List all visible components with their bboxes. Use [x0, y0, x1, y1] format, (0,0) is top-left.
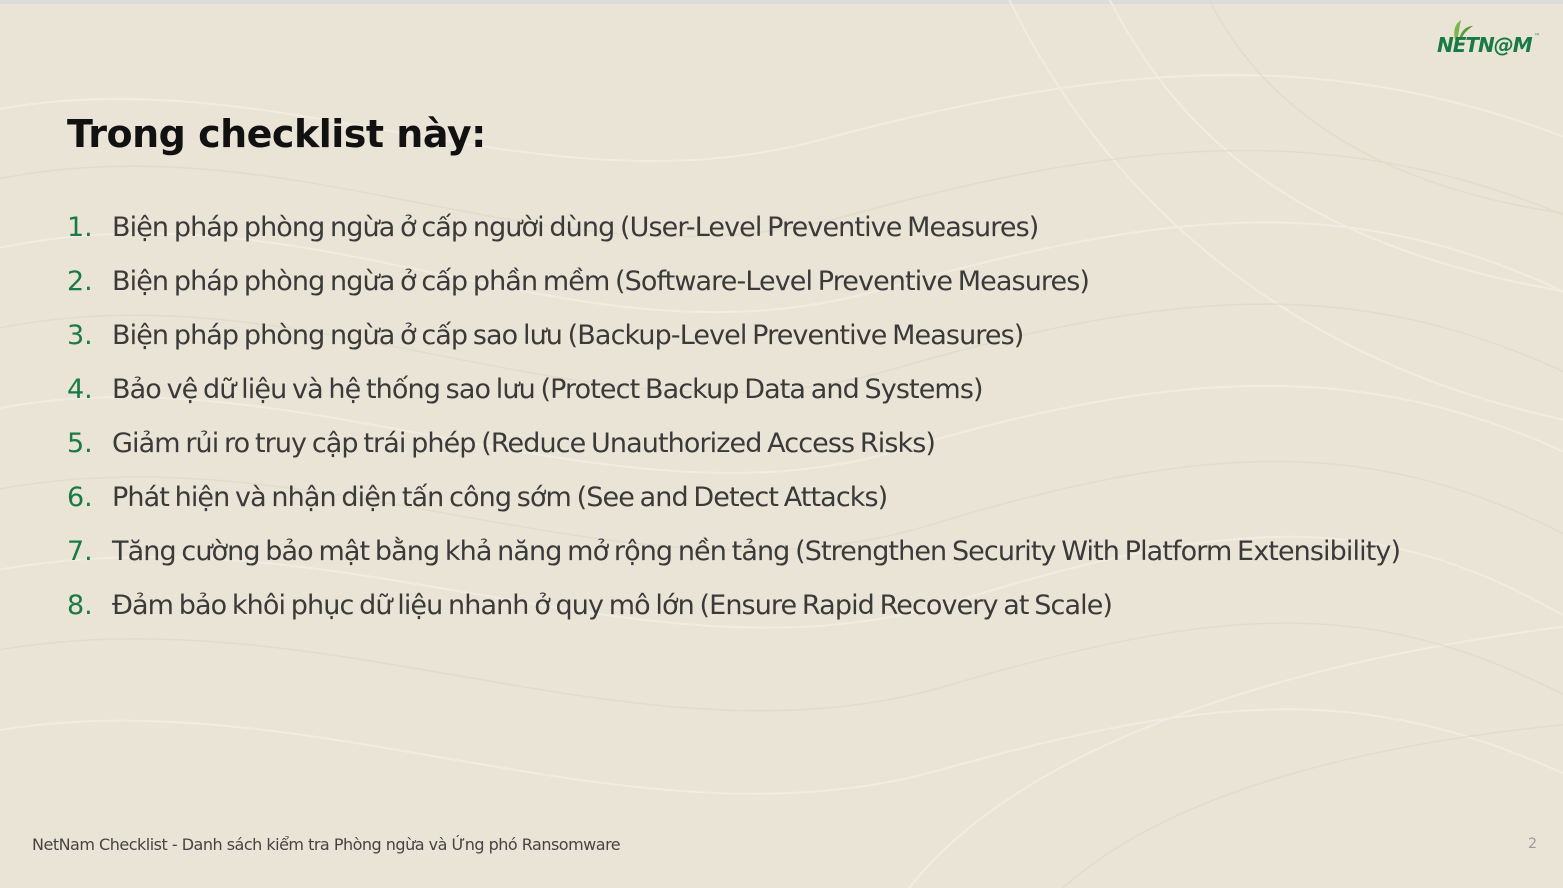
- list-item-number: 2.: [67, 266, 93, 297]
- logo-trademark: ™: [1534, 33, 1540, 40]
- list-item: [67, 260, 1407, 304]
- checklist-items: [67, 206, 1407, 638]
- page-number: 2: [1528, 836, 1537, 852]
- list-item: [67, 314, 1407, 358]
- list-item-text: Biện pháp phòng ngừa ở cấp phần mềm (Software-Level Preventive Measures): [112, 266, 1090, 297]
- page-title: Trong checklist này:: [67, 112, 486, 156]
- list-item-number: 3.: [67, 320, 93, 351]
- list-item-number: 5.: [67, 428, 93, 459]
- list-item-number: 4.: [67, 374, 93, 405]
- netnam-logo: [1437, 18, 1541, 60]
- list-item: [67, 206, 1407, 250]
- list-item: [67, 476, 1407, 520]
- list-item-text: Giảm rủi ro truy cập trái phép (Reduce Unauthorized Access Risks): [112, 428, 936, 459]
- list-item-text: Bảo vệ dữ liệu và hệ thống sao lưu (Protect Backup Data and Systems): [112, 374, 983, 405]
- list-item: [67, 368, 1407, 412]
- footer-text: NetNam Checklist - Danh sách kiểm tra Phòng ngừa và Ứng phó Ransomware: [32, 835, 621, 854]
- list-item-text: Biện pháp phòng ngừa ở cấp người dùng (User-Level Preventive Measures): [112, 212, 1039, 243]
- list-item: [67, 422, 1407, 466]
- list-item-number: 8.: [67, 590, 93, 621]
- list-item: [67, 584, 1407, 628]
- list-item-number: 6.: [67, 482, 93, 513]
- list-item-text: Tăng cường bảo mật bằng khả năng mở rộng nền tảng (Strengthen Security With Platform Extensibility): [112, 536, 1401, 567]
- list-item-text: Phát hiện và nhận diện tấn công sớm (See and Detect Attacks): [112, 482, 888, 513]
- list-item-text: Biện pháp phòng ngừa ở cấp sao lưu (Backup-Level Preventive Measures): [112, 320, 1024, 351]
- list-item: [67, 530, 1407, 574]
- list-item-number: 1.: [67, 212, 93, 243]
- list-item-text: Đảm bảo khôi phục dữ liệu nhanh ở quy mô lớn (Ensure Rapid Recovery at Scale): [112, 590, 1113, 621]
- logo-wordmark: NETN@M: [1437, 33, 1532, 57]
- list-item-number: 7.: [67, 536, 93, 567]
